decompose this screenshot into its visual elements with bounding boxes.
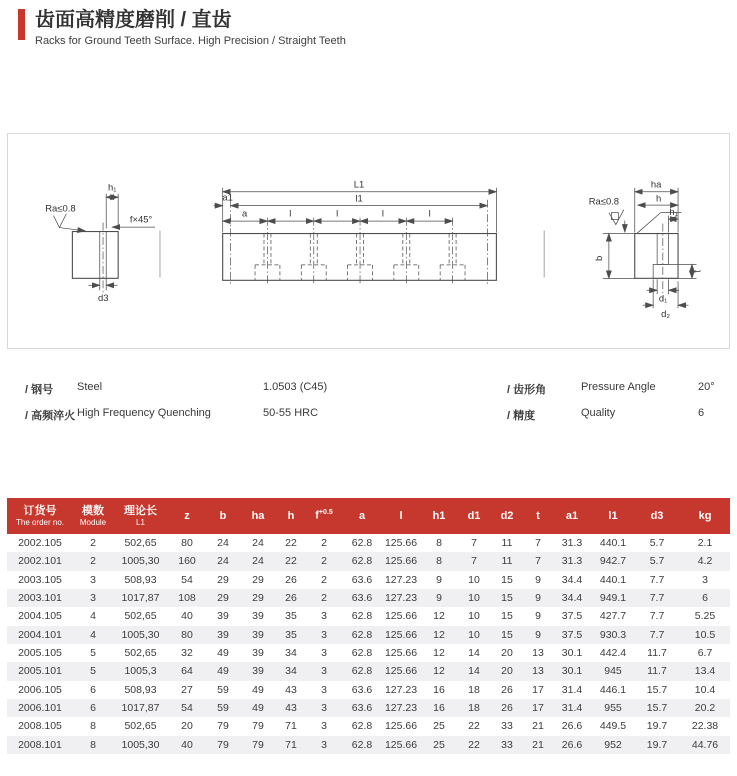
- table-cell: 29: [217, 592, 229, 605]
- table-cell: 19.7: [646, 738, 668, 751]
- surface-finish-label: Ra≤0.8: [45, 203, 76, 215]
- column-header: 理论长 L1: [124, 505, 157, 527]
- table-cell: 127.23: [384, 592, 418, 605]
- table-cell: 3: [321, 665, 327, 678]
- table-cell: 125.66: [384, 665, 418, 678]
- table-cell: 7: [535, 537, 541, 550]
- spec-value-quench: 50-55 HRC: [263, 407, 319, 419]
- table-cell: 3: [90, 592, 96, 605]
- table-cell: 12: [433, 628, 445, 641]
- table-cell: 508,93: [124, 683, 157, 696]
- column-header: 订货号 The order no.: [15, 505, 65, 527]
- table-cell: 79: [252, 720, 264, 733]
- table-cell: 442.4: [599, 647, 627, 660]
- table-cell: 37.5: [561, 610, 583, 623]
- table-cell: 3: [321, 628, 327, 641]
- table-cell: 3: [321, 610, 327, 623]
- column-header: l1: [608, 509, 618, 522]
- table-cell: 160: [178, 555, 196, 568]
- table-cell: 22: [285, 537, 297, 550]
- table-cell: 15.7: [646, 683, 668, 696]
- table-row: [7, 681, 730, 699]
- table-cell: 71: [285, 720, 297, 733]
- table-cell: 24: [252, 555, 264, 568]
- table-cell: 3: [702, 573, 708, 586]
- table-cell: 11.7: [647, 647, 667, 660]
- table-cell: 10: [468, 573, 480, 586]
- table-cell: 62.8: [351, 537, 373, 550]
- table-cell: 49: [217, 647, 229, 660]
- table-cell: 1005,30: [121, 738, 160, 751]
- table-header-row: [7, 498, 730, 534]
- table-cell: 71: [285, 738, 297, 751]
- column-header: l: [399, 509, 403, 522]
- table-cell: 62.8: [351, 628, 373, 641]
- table-cell: 30.1: [561, 665, 583, 678]
- dim-label-t: t: [692, 270, 704, 273]
- column-header: z: [184, 509, 190, 522]
- table-cell: 2008.105: [18, 720, 62, 733]
- table-cell: 3: [321, 647, 327, 660]
- table-cell: 33: [501, 738, 513, 751]
- table-cell: 13: [532, 665, 544, 678]
- table-cell: 7.7: [649, 592, 665, 605]
- table-cell: 22.38: [691, 720, 719, 733]
- table-cell: 63.6: [351, 702, 373, 715]
- table-cell: 15: [501, 628, 513, 641]
- table-cell: 10.5: [694, 628, 716, 641]
- table-cell: 79: [252, 738, 264, 751]
- table-cell: 6.7: [697, 647, 713, 660]
- table-cell: 44.76: [691, 738, 719, 751]
- table-cell: 39: [252, 610, 264, 623]
- table-cell: 8: [90, 738, 96, 751]
- table-cell: 2: [90, 537, 96, 550]
- table-cell: 2005.101: [18, 665, 62, 678]
- dim-label-d1: d₁: [658, 293, 668, 305]
- table-cell: 502,65: [124, 647, 157, 660]
- spec-label-pressure-en: Pressure Angle: [581, 381, 656, 393]
- page-title: 齿面高精度磨削 / 直齿: [35, 9, 232, 31]
- table-cell: 80: [181, 628, 193, 641]
- table-cell: 9: [436, 592, 442, 605]
- table-cell: 49: [217, 665, 229, 678]
- table-cell: 31.3: [561, 555, 583, 568]
- table-cell: 59: [217, 702, 229, 715]
- table-cell: 40: [181, 738, 193, 751]
- table-row: [7, 534, 730, 552]
- table-row: [7, 552, 730, 570]
- table-cell: 12: [433, 610, 445, 623]
- spec-label-pressure-zh: / 齿形角: [507, 384, 547, 396]
- title-accent-bar: [18, 9, 25, 40]
- table-cell: 7.7: [649, 610, 665, 623]
- table-cell: 31.4: [561, 683, 583, 696]
- table-cell: 446.1: [599, 683, 627, 696]
- table-cell: 49: [252, 702, 264, 715]
- table-cell: 2003.101: [18, 592, 62, 605]
- table-cell: 43: [285, 702, 297, 715]
- table-cell: 13.4: [694, 665, 716, 678]
- table-cell: 33: [501, 720, 513, 733]
- dim-label-f45: f×45°: [129, 214, 153, 226]
- table-cell: 54: [181, 702, 193, 715]
- table-cell: 39: [217, 628, 229, 641]
- table-cell: 1005,3: [124, 665, 157, 678]
- table-row: [7, 607, 730, 625]
- table-cell: 6: [90, 683, 96, 696]
- table-cell: 8: [90, 720, 96, 733]
- table-cell: 4.2: [697, 555, 713, 568]
- table-cell: 949.1: [599, 592, 627, 605]
- table-cell: 9: [535, 610, 541, 623]
- table-cell: 2002.101: [18, 555, 62, 568]
- table-cell: 7: [535, 555, 541, 568]
- table-cell: 5.25: [694, 610, 716, 623]
- spec-label-quench-en: High Frequency Quenching: [77, 407, 211, 419]
- table-cell: 13: [532, 647, 544, 660]
- table-cell: 25: [433, 738, 445, 751]
- dim-label-b: b: [593, 255, 605, 262]
- table-cell: 21: [532, 738, 544, 751]
- table-cell: 16: [433, 702, 445, 715]
- table-cell: 2: [321, 537, 327, 550]
- table-cell: 12: [433, 647, 445, 660]
- table-cell: 26: [285, 592, 297, 605]
- surface-finish-label: Ra≤0.8: [588, 196, 620, 208]
- spec-value-quality: 6: [698, 407, 705, 419]
- table-cell: 64: [181, 665, 193, 678]
- table-cell: 19.7: [646, 720, 668, 733]
- table-cell: 502,65: [124, 537, 157, 550]
- table-cell: 3: [321, 702, 327, 715]
- table-cell: 10: [468, 592, 480, 605]
- table-cell: 2008.101: [18, 738, 62, 751]
- table-cell: 30.1: [561, 647, 583, 660]
- table-cell: 35: [285, 628, 297, 641]
- table-cell: 32: [181, 647, 193, 660]
- table-cell: 3: [321, 683, 327, 696]
- table-cell: 18: [468, 702, 480, 715]
- table-cell: 54: [181, 573, 193, 586]
- table-cell: 27: [181, 683, 193, 696]
- table-cell: 502,65: [124, 610, 157, 623]
- table-cell: 24: [217, 555, 229, 568]
- table-cell: 17: [532, 702, 544, 715]
- table-cell: 502,65: [124, 720, 157, 733]
- table-cell: 11: [501, 555, 513, 568]
- table-cell: 5.7: [649, 555, 665, 568]
- table-row: [7, 662, 730, 680]
- table-cell: 449.5: [599, 720, 627, 733]
- table-cell: 125.66: [384, 647, 418, 660]
- table-cell: 3: [90, 573, 96, 586]
- table-cell: 2: [321, 573, 327, 586]
- table-cell: 440.1: [599, 537, 627, 550]
- table-cell: 26: [501, 683, 513, 696]
- table-cell: 10.4: [694, 683, 716, 696]
- dim-label-l: l: [289, 208, 292, 220]
- column-header: 模数 Module: [79, 505, 107, 527]
- table-cell: 34: [285, 647, 297, 660]
- table-row: [7, 699, 730, 717]
- table-cell: 22: [468, 720, 480, 733]
- table-cell: 125.66: [384, 537, 418, 550]
- spec-label-steel-en: Steel: [77, 381, 103, 393]
- table-cell: 5: [90, 647, 96, 660]
- table-cell: 29: [252, 592, 264, 605]
- column-header: h1: [432, 509, 446, 522]
- table-cell: 20: [501, 665, 513, 678]
- column-header: h: [287, 509, 295, 522]
- column-header: d2: [500, 509, 514, 522]
- dim-label-d2: d₂: [661, 309, 671, 321]
- page-header: [18, 9, 346, 47]
- table-body: [7, 534, 730, 754]
- table-cell: 127.23: [384, 683, 418, 696]
- table-cell: 4: [90, 610, 96, 623]
- table-cell: 5: [90, 665, 96, 678]
- table-cell: 2006.105: [18, 683, 62, 696]
- table-cell: 63.6: [351, 573, 373, 586]
- table-cell: 2004.101: [18, 628, 62, 641]
- table-cell: 1005,30: [121, 628, 160, 641]
- table-cell: 127.23: [384, 573, 418, 586]
- table-cell: 15: [501, 573, 513, 586]
- table-cell: 43: [285, 683, 297, 696]
- table-cell: 4: [90, 628, 96, 641]
- table-cell: 7.7: [649, 573, 665, 586]
- table-cell: 2005.105: [18, 647, 62, 660]
- table-cell: 6: [702, 592, 708, 605]
- table-cell: 79: [217, 738, 229, 751]
- table-cell: 2004.105: [18, 610, 62, 623]
- dim-label-a: a: [241, 208, 248, 220]
- table-cell: 2: [90, 555, 96, 568]
- table-cell: 49: [252, 683, 264, 696]
- table-cell: 18: [468, 683, 480, 696]
- column-header: kg: [698, 509, 712, 522]
- table-cell: 62.8: [351, 647, 373, 660]
- column-header: a1: [565, 509, 579, 522]
- table-cell: 2: [321, 592, 327, 605]
- dim-label-l: l: [336, 208, 339, 220]
- table-cell: 31.3: [561, 537, 583, 550]
- table-cell: 25: [433, 720, 445, 733]
- rack-plan-view: [214, 180, 497, 287]
- table-cell: 39: [252, 665, 264, 678]
- table-cell: 22: [285, 555, 297, 568]
- page-subtitle: Racks for Ground Teeth Surface. High Precision / Straight Teeth: [35, 35, 346, 47]
- table-cell: 2002.105: [18, 537, 62, 550]
- table-cell: 12: [433, 665, 445, 678]
- spec-value-steel: 1.0503 (C45): [263, 381, 328, 393]
- table-row: [7, 736, 730, 754]
- column-header: $f^{+0.5}$: [315, 509, 333, 522]
- table-cell: 945: [604, 665, 622, 678]
- table-cell: 125.66: [384, 610, 418, 623]
- table-cell: 942.7: [599, 555, 627, 568]
- spec-label-quality-en: Quality: [581, 407, 616, 419]
- table-cell: 5.7: [649, 537, 665, 550]
- table-cell: 14: [468, 665, 480, 678]
- title-block: [35, 9, 346, 47]
- table-row: [7, 626, 730, 644]
- table-cell: 2: [321, 555, 327, 568]
- table-cell: 955: [604, 702, 622, 715]
- dim-label-ha: ha: [650, 179, 662, 191]
- table-cell: 15: [501, 610, 513, 623]
- table-cell: 26.6: [561, 720, 583, 733]
- table-cell: 39: [217, 610, 229, 623]
- table-cell: 63.6: [351, 683, 373, 696]
- table-cell: 8: [436, 537, 442, 550]
- table-cell: 34.4: [561, 592, 583, 605]
- table-cell: 34: [285, 665, 297, 678]
- table-cell: 9: [535, 573, 541, 586]
- table-cell: 34.4: [561, 573, 583, 586]
- spec-label-quality-zh: / 精度: [507, 410, 536, 422]
- table-cell: 40: [181, 610, 193, 623]
- table-cell: 1005,30: [121, 555, 160, 568]
- table-cell: 15: [501, 592, 513, 605]
- dim-label-L1: L1: [353, 179, 365, 191]
- table-cell: 20: [181, 720, 193, 733]
- dim-label-d3: d3: [97, 293, 109, 305]
- table-cell: 427.7: [599, 610, 627, 623]
- table-cell: 35: [285, 610, 297, 623]
- table-cell: 39: [252, 647, 264, 660]
- table-cell: 79: [217, 720, 229, 733]
- column-header: d3: [650, 509, 664, 522]
- table-cell: 63.6: [351, 592, 373, 605]
- table-cell: 125.66: [384, 628, 418, 641]
- column-header: a: [358, 509, 366, 522]
- table-cell: 125.66: [384, 720, 418, 733]
- table-cell: 2.1: [697, 537, 713, 550]
- rack-drawing: [8, 134, 729, 348]
- table-cell: 2003.105: [18, 573, 62, 586]
- table-cell: 1017,87: [121, 702, 160, 715]
- table-cell: 10: [468, 628, 480, 641]
- table-cell: 3: [321, 738, 327, 751]
- table-cell: 7.7: [649, 628, 665, 641]
- table-cell: 31.4: [561, 702, 583, 715]
- table-cell: 10: [468, 610, 480, 623]
- table-cell: 125.66: [384, 738, 418, 751]
- column-header: b: [219, 509, 227, 522]
- table-cell: 508,93: [124, 573, 157, 586]
- table-cell: 20: [501, 647, 513, 660]
- table-cell: 20.2: [694, 702, 716, 715]
- table-cell: 29: [217, 573, 229, 586]
- column-header: ha: [251, 509, 265, 522]
- table-cell: 21: [532, 720, 544, 733]
- left-section-view: [45, 183, 155, 304]
- table-cell: 1017,87: [121, 592, 160, 605]
- table-cell: 62.8: [351, 720, 373, 733]
- table-cell: 80: [181, 537, 193, 550]
- spec-value-pressure: 20°: [698, 381, 715, 393]
- product-table: [7, 498, 730, 754]
- table-cell: 24: [217, 537, 229, 550]
- table-cell: 26.6: [561, 738, 583, 751]
- right-section-view: [589, 180, 704, 320]
- table-cell: 59: [217, 683, 229, 696]
- table-cell: 14: [468, 647, 480, 660]
- column-header: d1: [467, 509, 481, 522]
- table-cell: 9: [535, 592, 541, 605]
- table-cell: 24: [252, 537, 264, 550]
- table-cell: 7: [471, 537, 477, 550]
- table-cell: 62.8: [351, 738, 373, 751]
- table-cell: 125.66: [384, 555, 418, 568]
- spec-label-quench-zh: / 高频淬火: [25, 410, 76, 422]
- table-cell: 62.8: [351, 665, 373, 678]
- table-row: [7, 644, 730, 662]
- dim-label-h: h: [656, 193, 662, 205]
- table-cell: 3: [321, 720, 327, 733]
- dim-label-l: l: [381, 208, 384, 220]
- table-cell: 26: [285, 573, 297, 586]
- table-row: [7, 571, 730, 589]
- table-row: [7, 589, 730, 607]
- table-cell: 11: [501, 537, 513, 550]
- table-cell: 62.8: [351, 555, 373, 568]
- dim-label-l1: l1: [355, 193, 363, 205]
- table-cell: 15.7: [646, 702, 668, 715]
- spec-label-steel-zh: / 钢号: [25, 384, 54, 396]
- table-cell: 62.8: [351, 610, 373, 623]
- table-cell: 26: [501, 702, 513, 715]
- dim-label-l: l: [428, 208, 431, 220]
- table-cell: 440.1: [599, 573, 627, 586]
- table-cell: 2006.101: [18, 702, 62, 715]
- table-cell: 108: [178, 592, 196, 605]
- table-cell: 7: [471, 555, 477, 568]
- table-cell: 17: [532, 683, 544, 696]
- table-cell: 11.7: [647, 665, 667, 678]
- table-row: [7, 717, 730, 735]
- table-cell: 127.23: [384, 702, 418, 715]
- table-cell: 952: [604, 738, 622, 751]
- dim-label-h1: h₁: [669, 207, 678, 219]
- technical-drawing-panel: [7, 133, 730, 349]
- table-cell: 22: [468, 738, 480, 751]
- table-cell: 930.3: [599, 628, 627, 641]
- table-cell: 6: [90, 702, 96, 715]
- table-cell: 8: [436, 555, 442, 568]
- table-cell: 29: [252, 573, 264, 586]
- dim-label-h1: h₁: [107, 182, 117, 194]
- table-cell: 39: [252, 628, 264, 641]
- table-cell: 16: [433, 683, 445, 696]
- column-header: t: [536, 509, 540, 522]
- hole-centerlines: [267, 218, 452, 286]
- dim-label-a1: a1: [222, 192, 233, 204]
- table-cell: 37.5: [561, 628, 583, 641]
- table-cell: 9: [535, 628, 541, 641]
- table-cell: 9: [436, 573, 442, 586]
